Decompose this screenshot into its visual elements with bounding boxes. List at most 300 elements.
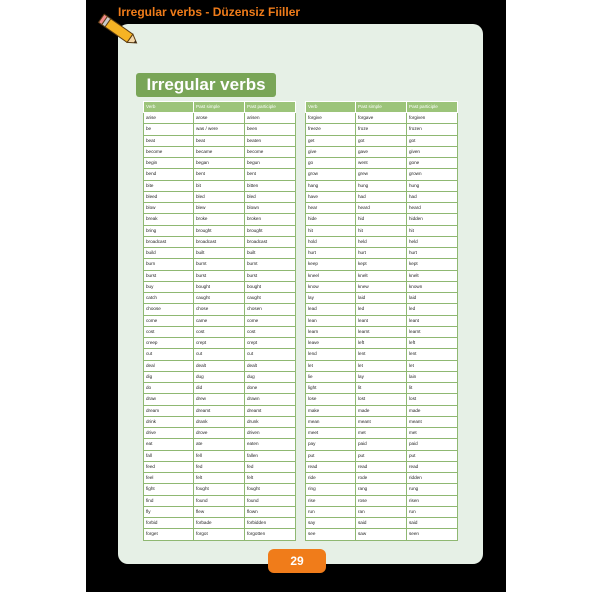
past-simple-cell: held [356, 236, 407, 247]
past-simple-cell: burst [194, 270, 245, 281]
past-simple-cell: fought [194, 484, 245, 495]
verb-cell: blow [144, 203, 194, 214]
table-row [306, 293, 458, 304]
table-row [144, 146, 296, 157]
table-row [306, 146, 458, 157]
table-row [306, 416, 458, 427]
past-simple-cell: hung [356, 180, 407, 191]
table-row [144, 326, 296, 337]
past-simple-cell: forgot [194, 529, 245, 540]
verb-cell: put [306, 450, 356, 461]
past-simple-cell: forbade [194, 518, 245, 529]
table-row [144, 349, 296, 360]
verb-cell: bleed [144, 191, 194, 202]
verb-cell: draw [144, 394, 194, 405]
verb-cell: mean [306, 416, 356, 427]
table-row [144, 304, 296, 315]
past-participle-cell: ridden [407, 473, 458, 484]
past-simple-cell: did [194, 383, 245, 394]
verb-cell: hang [306, 180, 356, 191]
table-row [144, 113, 296, 124]
past-participle-cell: got [407, 135, 458, 146]
past-simple-cell: bled [194, 191, 245, 202]
verb-cell: fall [144, 450, 194, 461]
past-simple-cell: gave [356, 146, 407, 157]
verb-cell: drink [144, 416, 194, 427]
table-row [306, 495, 458, 506]
verb-cell: give [306, 146, 356, 157]
past-participle-cell: found [245, 495, 296, 506]
past-participle-cell: said [407, 518, 458, 529]
past-participle-cell: burnt [245, 259, 296, 270]
verb-cell: meet [306, 428, 356, 439]
table-row [306, 439, 458, 450]
past-participle-cell: frozen [407, 124, 458, 135]
past-participle-cell: cut [245, 349, 296, 360]
past-participle-cell: known [407, 281, 458, 292]
past-simple-cell: knelt [356, 270, 407, 281]
past-participle-cell: fed [245, 461, 296, 472]
verb-cell: forget [144, 529, 194, 540]
past-participle-cell: kept [407, 259, 458, 270]
table-row [306, 428, 458, 439]
column-header-past-simple: Past simple [356, 102, 407, 113]
verb-cell: kneel [306, 270, 356, 281]
past-simple-cell: dug [194, 371, 245, 382]
past-participle-cell: driven [245, 428, 296, 439]
verb-cell: forgive [306, 113, 356, 124]
verb-cell: freeze [306, 124, 356, 135]
past-participle-cell: blown [245, 203, 296, 214]
table-row [144, 461, 296, 472]
past-simple-cell: bought [194, 281, 245, 292]
verb-cell: be [144, 124, 194, 135]
past-simple-cell: built [194, 248, 245, 259]
table-row [144, 473, 296, 484]
past-participle-cell: fought [245, 484, 296, 495]
past-participle-cell: grown [407, 169, 458, 180]
past-participle-cell: brought [245, 225, 296, 236]
verb-cell: lead [306, 304, 356, 315]
past-participle-cell: forgiven [407, 113, 458, 124]
table-row [144, 281, 296, 292]
past-participle-cell: leant [407, 315, 458, 326]
past-participle-cell: hung [407, 180, 458, 191]
past-simple-cell: lost [356, 394, 407, 405]
past-participle-cell: been [245, 124, 296, 135]
table-row [144, 225, 296, 236]
table-row [306, 360, 458, 371]
past-simple-cell: fell [194, 450, 245, 461]
past-simple-cell: dreamt [194, 405, 245, 416]
verb-cell: build [144, 248, 194, 259]
verb-cell: know [306, 281, 356, 292]
verb-cell: bring [144, 225, 194, 236]
table-row [144, 124, 296, 135]
past-participle-cell: arisen [245, 113, 296, 124]
table-row [144, 236, 296, 247]
past-simple-cell: was / were [194, 124, 245, 135]
past-simple-cell: lit [356, 383, 407, 394]
verb-cell: lose [306, 394, 356, 405]
past-simple-cell: saw [356, 529, 407, 540]
past-simple-cell: flew [194, 506, 245, 517]
past-simple-cell: broadcast [194, 236, 245, 247]
past-participle-cell: begun [245, 158, 296, 169]
past-participle-cell: broadcast [245, 236, 296, 247]
table-row [144, 158, 296, 169]
column-header-verb: Verb [306, 102, 356, 113]
verb-cell: cost [144, 326, 194, 337]
past-simple-cell: leant [356, 315, 407, 326]
past-participle-cell: run [407, 506, 458, 517]
past-participle-cell: hidden [407, 214, 458, 225]
verb-cell: catch [144, 293, 194, 304]
table-row [144, 214, 296, 225]
verb-cell: burst [144, 270, 194, 281]
past-participle-cell: done [245, 383, 296, 394]
past-participle-cell: dreamt [245, 405, 296, 416]
past-simple-cell: beat [194, 135, 245, 146]
past-simple-cell: arose [194, 113, 245, 124]
verb-cell: dream [144, 405, 194, 416]
past-participle-cell: broken [245, 214, 296, 225]
past-simple-cell: rang [356, 484, 407, 495]
table-row [306, 214, 458, 225]
verb-cell: choose [144, 304, 194, 315]
table-row [306, 113, 458, 124]
column-header-past-simple: Past simple [194, 102, 245, 113]
past-simple-cell: grew [356, 169, 407, 180]
past-simple-cell: hid [356, 214, 407, 225]
past-simple-cell: brought [194, 225, 245, 236]
past-simple-cell: lay [356, 371, 407, 382]
table-row [306, 529, 458, 540]
past-participle-cell: forbidden [245, 518, 296, 529]
past-simple-cell: rose [356, 495, 407, 506]
past-participle-cell: left [407, 338, 458, 349]
past-participle-cell: come [245, 315, 296, 326]
table-row [306, 461, 458, 472]
column-header-past-participle: Past participle [407, 102, 458, 113]
past-simple-cell: blew [194, 203, 245, 214]
past-simple-cell: crept [194, 338, 245, 349]
past-participle-cell: put [407, 450, 458, 461]
past-participle-cell: dealt [245, 360, 296, 371]
section-title: Irregular verbs [146, 75, 266, 94]
verb-cell: hear [306, 203, 356, 214]
table-row [144, 191, 296, 202]
page-number: 29 [290, 554, 304, 568]
table-row [306, 270, 458, 281]
verb-cell: rise [306, 495, 356, 506]
past-participle-cell: lost [407, 394, 458, 405]
past-simple-cell: hit [356, 225, 407, 236]
verb-cell: feel [144, 473, 194, 484]
past-simple-cell: chose [194, 304, 245, 315]
past-participle-cell: made [407, 405, 458, 416]
table-row [144, 484, 296, 495]
verb-cell: let [306, 360, 356, 371]
past-participle-cell: knelt [407, 270, 458, 281]
past-participle-cell: seen [407, 529, 458, 540]
verb-cell: ring [306, 484, 356, 495]
table-row [144, 428, 296, 439]
past-simple-cell: paid [356, 439, 407, 450]
past-simple-cell: laid [356, 293, 407, 304]
table-row [306, 281, 458, 292]
table-row [306, 450, 458, 461]
past-participle-cell: laid [407, 293, 458, 304]
past-simple-cell: froze [356, 124, 407, 135]
table-row [144, 371, 296, 382]
past-simple-cell: put [356, 450, 407, 461]
table-row [306, 473, 458, 484]
table-row [306, 506, 458, 517]
table-row [144, 315, 296, 326]
verb-cell: hide [306, 214, 356, 225]
past-participle-cell: heard [407, 203, 458, 214]
past-simple-cell: ate [194, 439, 245, 450]
table-row [144, 416, 296, 427]
table-row [306, 169, 458, 180]
table-row [144, 518, 296, 529]
verb-cell: creep [144, 338, 194, 349]
past-simple-cell: got [356, 135, 407, 146]
past-participle-cell: flown [245, 506, 296, 517]
verb-cell: fly [144, 506, 194, 517]
verb-cell: hold [306, 236, 356, 247]
past-participle-cell: gone [407, 158, 458, 169]
table-row [144, 338, 296, 349]
table-row [306, 259, 458, 270]
table-row [144, 248, 296, 259]
past-participle-cell: rung [407, 484, 458, 495]
table-row [306, 236, 458, 247]
table-row [306, 203, 458, 214]
table-row [144, 259, 296, 270]
table-row [144, 270, 296, 281]
verb-cell: buy [144, 281, 194, 292]
verb-cell: run [306, 506, 356, 517]
table-row [144, 450, 296, 461]
verb-cell: beat [144, 135, 194, 146]
table-row [306, 315, 458, 326]
past-simple-cell: ran [356, 506, 407, 517]
past-participle-cell: lit [407, 383, 458, 394]
past-simple-cell: caught [194, 293, 245, 304]
table-row [306, 304, 458, 315]
past-simple-cell: went [356, 158, 407, 169]
past-participle-cell: bitten [245, 180, 296, 191]
past-participle-cell: hurt [407, 248, 458, 259]
table-row [306, 248, 458, 259]
header-title: Irregular verbs - Düzensiz Fiiller [118, 5, 301, 19]
table-row [306, 135, 458, 146]
past-participle-cell: read [407, 461, 458, 472]
past-participle-cell: burst [245, 270, 296, 281]
past-participle-cell: crept [245, 338, 296, 349]
verb-cell: bite [144, 180, 194, 191]
table-row [306, 383, 458, 394]
past-participle-cell: drunk [245, 416, 296, 427]
verb-cell: ride [306, 473, 356, 484]
verb-cell: grow [306, 169, 356, 180]
past-participle-cell: meant [407, 416, 458, 427]
verb-cell: make [306, 405, 356, 416]
verbs-table-right [305, 101, 458, 541]
past-simple-cell: dealt [194, 360, 245, 371]
table-row [144, 529, 296, 540]
past-simple-cell: met [356, 428, 407, 439]
verb-cell: fight [144, 484, 194, 495]
table-row [144, 405, 296, 416]
past-simple-cell: forgave [356, 113, 407, 124]
past-simple-cell: hurt [356, 248, 407, 259]
past-participle-cell: become [245, 146, 296, 157]
verb-cell: lie [306, 371, 356, 382]
verb-cell: dig [144, 371, 194, 382]
verb-cell: learn [306, 326, 356, 337]
table-row [144, 293, 296, 304]
past-simple-cell: led [356, 304, 407, 315]
past-simple-cell: drew [194, 394, 245, 405]
verb-cell: keep [306, 259, 356, 270]
table-row [144, 394, 296, 405]
verbs-table-left [143, 101, 296, 541]
past-simple-cell: said [356, 518, 407, 529]
table-row [144, 169, 296, 180]
past-participle-cell: had [407, 191, 458, 202]
past-participle-cell: met [407, 428, 458, 439]
past-simple-cell: broke [194, 214, 245, 225]
verb-cell: arise [144, 113, 194, 124]
verb-cell: do [144, 383, 194, 394]
verb-cell: lean [306, 315, 356, 326]
past-simple-cell: heard [356, 203, 407, 214]
table-row [144, 180, 296, 191]
column-header-verb: Verb [144, 102, 194, 113]
verb-cell: lay [306, 293, 356, 304]
verb-cell: bend [144, 169, 194, 180]
past-simple-cell: had [356, 191, 407, 202]
verb-cell: begin [144, 158, 194, 169]
table-row [144, 383, 296, 394]
past-participle-cell: led [407, 304, 458, 315]
past-simple-cell: began [194, 158, 245, 169]
verb-cell: break [144, 214, 194, 225]
past-simple-cell: left [356, 338, 407, 349]
past-participle-cell: risen [407, 495, 458, 506]
table-row [144, 495, 296, 506]
past-participle-cell: forgotten [245, 529, 296, 540]
past-participle-cell: chosen [245, 304, 296, 315]
past-simple-cell: drove [194, 428, 245, 439]
table-row [144, 203, 296, 214]
past-simple-cell: came [194, 315, 245, 326]
table-row [306, 349, 458, 360]
past-participle-cell: cost [245, 326, 296, 337]
table-row [306, 191, 458, 202]
past-participle-cell: lain [407, 371, 458, 382]
past-simple-cell: read [356, 461, 407, 472]
past-participle-cell: dug [245, 371, 296, 382]
verb-cell: broadcast [144, 236, 194, 247]
past-participle-cell: hit [407, 225, 458, 236]
past-simple-cell: cost [194, 326, 245, 337]
past-simple-cell: cut [194, 349, 245, 360]
past-participle-cell: bent [245, 169, 296, 180]
table-row [306, 371, 458, 382]
verb-cell: eat [144, 439, 194, 450]
table-row [306, 484, 458, 495]
table-row [144, 439, 296, 450]
table-row [144, 135, 296, 146]
table-row [306, 326, 458, 337]
past-participle-cell: eaten [245, 439, 296, 450]
verb-cell: cut [144, 349, 194, 360]
past-participle-cell: learnt [407, 326, 458, 337]
table-row [306, 338, 458, 349]
table-row [144, 360, 296, 371]
past-participle-cell: felt [245, 473, 296, 484]
table-row [144, 506, 296, 517]
past-simple-cell: knew [356, 281, 407, 292]
past-simple-cell: fed [194, 461, 245, 472]
verb-cell: forbid [144, 518, 194, 529]
table-row [306, 124, 458, 135]
past-simple-cell: burnt [194, 259, 245, 270]
past-simple-cell: learnt [356, 326, 407, 337]
table-row [306, 225, 458, 236]
past-participle-cell: bled [245, 191, 296, 202]
verb-cell: hurt [306, 248, 356, 259]
table-row [306, 394, 458, 405]
verb-cell: drive [144, 428, 194, 439]
verb-cell: see [306, 529, 356, 540]
past-simple-cell: let [356, 360, 407, 371]
past-simple-cell: became [194, 146, 245, 157]
table-row [306, 158, 458, 169]
table-row [306, 180, 458, 191]
page-number-tab [268, 549, 326, 573]
verb-cell: get [306, 135, 356, 146]
section-title-box [136, 73, 276, 97]
past-simple-cell: kept [356, 259, 407, 270]
past-simple-cell: drank [194, 416, 245, 427]
past-simple-cell: felt [194, 473, 245, 484]
past-participle-cell: paid [407, 439, 458, 450]
past-participle-cell: fallen [245, 450, 296, 461]
past-participle-cell: lent [407, 349, 458, 360]
past-participle-cell: beaten [245, 135, 296, 146]
verb-cell: light [306, 383, 356, 394]
verb-cell: leave [306, 338, 356, 349]
past-participle-cell: let [407, 360, 458, 371]
verb-cell: go [306, 158, 356, 169]
verb-cell: come [144, 315, 194, 326]
verb-cell: feed [144, 461, 194, 472]
verb-cell: say [306, 518, 356, 529]
past-participle-cell: drawn [245, 394, 296, 405]
verb-cell: hit [306, 225, 356, 236]
table-row [306, 405, 458, 416]
verb-cell: deal [144, 360, 194, 371]
past-simple-cell: bent [194, 169, 245, 180]
past-participle-cell: bought [245, 281, 296, 292]
past-participle-cell: held [407, 236, 458, 247]
past-participle-cell: given [407, 146, 458, 157]
